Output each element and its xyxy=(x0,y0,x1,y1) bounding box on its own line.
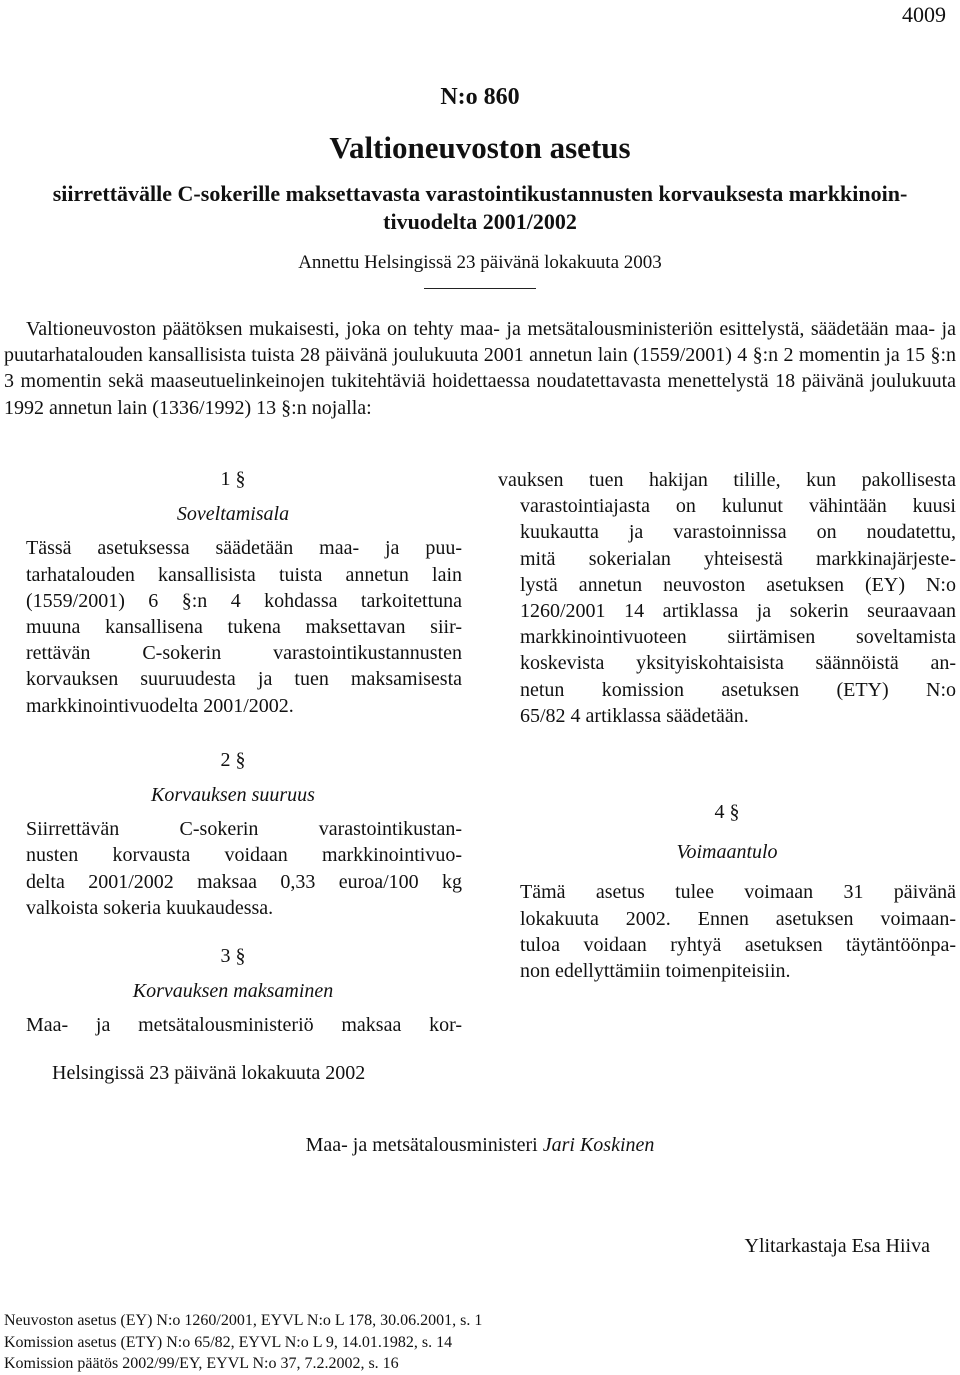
minister-signature xyxy=(0,1134,960,1157)
right-column xyxy=(498,467,956,984)
section-title: Soveltamisala xyxy=(176,503,290,526)
references xyxy=(4,1310,482,1375)
text-line: mitä sokerialan yhteisestä markkinajärjeste- xyxy=(520,547,956,570)
text-line: markkinointivuoteen siirtämisen soveltamista xyxy=(520,626,956,649)
document-subtitle xyxy=(4,180,956,236)
divider-rule xyxy=(424,288,536,289)
text-line: lystä annetun neuvoston asetuksen (EY) N:o xyxy=(520,573,956,596)
section-number: 3 § xyxy=(220,945,246,968)
text-line: Tässä asetuksessa säädetään maa- ja puu- xyxy=(26,537,462,560)
text-line: vauksen tuen hakijan tilille, kun pakollisesta xyxy=(498,469,956,491)
text-line: nusten korvausta voidaan markkinointivuo- xyxy=(26,844,462,867)
section-number: 2 § xyxy=(220,748,246,771)
official-signature: Ylitarkastaja Esa Hiiva xyxy=(744,1235,930,1257)
text-line: tuloa voidaan ryhtyä asetuksen täytäntöönpa- xyxy=(520,933,956,956)
section-body xyxy=(4,535,462,718)
text-line: koskevista yksityiskohtaisista säännöistä an- xyxy=(520,652,956,675)
section-body xyxy=(4,816,462,921)
text-line: varastointiajasta on kulunut vähintään kuusi xyxy=(520,495,956,518)
text-line: Siirrettävän C-sokerin varastointikustan- xyxy=(26,818,462,841)
minister-name: Jari Koskinen xyxy=(542,1134,655,1156)
text-line: delta 2001/2002 maksaa 0,33 euroa/100 kg xyxy=(26,870,462,893)
section-title: Voimaantulo xyxy=(676,841,778,864)
text-line: Maa- ja metsätalousministeriö maksaa kor- xyxy=(26,1014,462,1037)
preamble: Valtioneuvoston päätöksen mukaisesti, joka on tehty maa- ja metsätalousministeriön esittelystä, säädetään maa- ja puutarhatalouden kansallisista tuista 28 päivänä joulukuuta 2001 annetun lain (1559/2001) 4 §:n 2 momentin ja 15 §:n 3 momentin sekä maaseutuelinkeinojen tukitehtäviä hoidettaessa noudatettavasta menettelystä 18 päivänä joulukuuta 1992 annetun lain (1336/1992) 13 §:n nojalla: xyxy=(4,318,956,419)
subtitle-line: siirrettävälle C-sokerille maksettavasta varastointikustannusten korvauksesta markkinoin- xyxy=(52,181,908,206)
document-number: N:o 860 xyxy=(440,84,520,110)
text-line: tarhatalouden kansallisista tuista annetun lain xyxy=(26,563,462,586)
document-title: Valtioneuvoston asetus xyxy=(329,130,631,165)
text-line: 65/82 4 artiklassa säädetään. xyxy=(520,704,749,727)
section-number: 1 § xyxy=(220,468,246,490)
text-line: lokakuuta 2002. Ennen asetuksen voimaan- xyxy=(520,907,956,930)
signing-place-date: Helsingissä 23 päivänä lokakuuta 2002 xyxy=(52,1062,366,1084)
text-line: rettävän C-sokerin varastointikustannusten xyxy=(26,642,462,665)
section-body-continued xyxy=(498,467,956,729)
page-number: 4009 xyxy=(902,2,946,27)
section-body xyxy=(4,1012,462,1038)
section-number: 4 § xyxy=(714,801,740,824)
text-line: Tämä asetus tulee voimaan 31 päivänä xyxy=(520,881,956,904)
section-body xyxy=(498,879,956,984)
reference-item: Komission asetus (ETY) N:o 65/82, EYVL N:o L 9, 14.01.1982, s. 14 xyxy=(4,1333,453,1351)
text-line: muuna kansallisena tukena maksettavan siir- xyxy=(26,616,462,639)
text-line: korvauksen suuruudesta ja tuen maksamisesta xyxy=(26,668,462,691)
left-column xyxy=(4,466,462,1039)
reference-item: Neuvoston asetus (EY) N:o 1260/2001, EYVL N:o L 178, 30.06.2001, s. 1 xyxy=(4,1312,483,1329)
text-line: 1260/2001 14 artiklassa ja sokerin seuraavaan xyxy=(520,600,956,623)
text-line: netun komission asetuksen (ETY) N:o xyxy=(520,678,956,701)
minister-title: Maa- ja metsätalousministeri xyxy=(305,1134,538,1156)
text-line: valkoista sokeria kuukaudessa. xyxy=(26,896,274,919)
text-line: kuukautta ja varastoinnissa on noudatettu, xyxy=(520,521,956,544)
section-title: Korvauksen maksaminen xyxy=(132,980,334,1003)
section-title: Korvauksen suuruus xyxy=(151,784,315,807)
reference-item: Komission päätös 2002/99/EY, EYVL N:o 37, 7.2.2002, s. 16 xyxy=(4,1355,399,1372)
issued-date: Annettu Helsingissä 23 päivänä lokakuuta 2003 xyxy=(298,252,662,273)
text-line: (1559/2001) 6 §:n 4 kohdassa tarkoitettuna xyxy=(26,589,462,612)
text-line: markkinointivuodelta 2001/2002. xyxy=(26,694,294,717)
text-line: non edellyttämiin toimenpiteisiin. xyxy=(520,960,791,983)
subtitle-line: tivuodelta 2001/2002 xyxy=(383,209,577,234)
